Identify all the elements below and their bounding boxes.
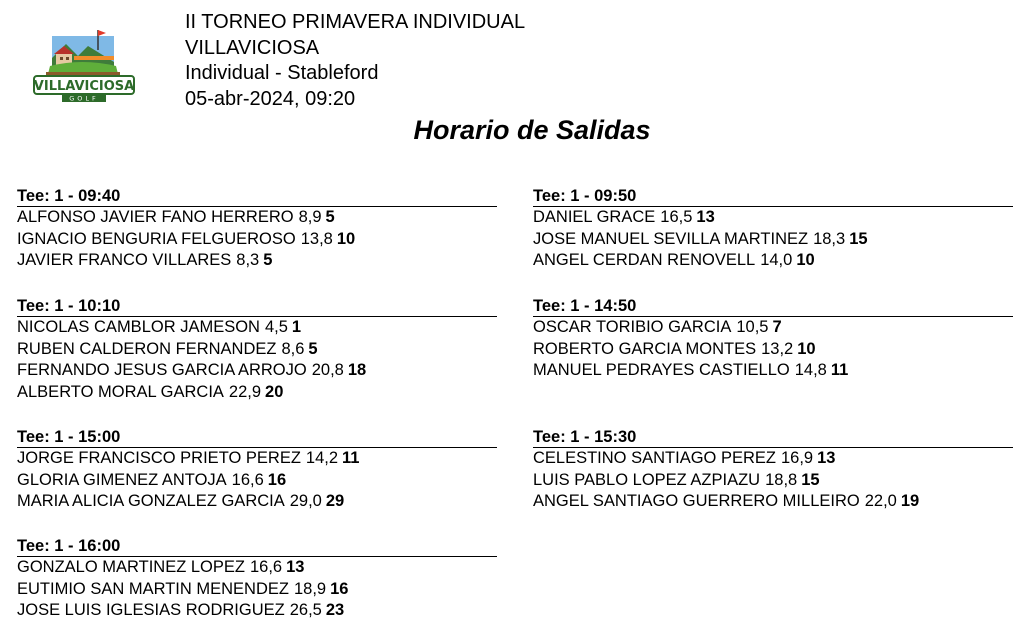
tee-time-header: Tee: 1 - 15:30	[533, 428, 1013, 448]
player-playing-handicap: 16	[267, 470, 287, 489]
tee-group	[533, 428, 1013, 513]
club-name: VILLAVICIOSA	[185, 36, 320, 59]
player-playing-handicap: 18	[347, 361, 367, 379]
player-row	[533, 339, 1013, 361]
player-playing-handicap: 10	[336, 229, 356, 248]
player-row	[17, 317, 497, 339]
player-playing-handicap: 13	[817, 449, 836, 467]
player-handicap: 22,9	[228, 382, 262, 401]
player-handicap: 18,8	[765, 470, 798, 489]
player-name: GONZALO MARTINEZ LOPEZ	[17, 558, 245, 576]
player-handicap: 16,6	[231, 470, 264, 489]
player-playing-handicap: 10	[796, 251, 815, 269]
player-handicap: 16,9	[780, 449, 814, 467]
player-handicap: 10,5	[736, 318, 769, 336]
player-handicap: 18,3	[813, 229, 846, 248]
club-logo	[32, 28, 136, 104]
player-row	[17, 579, 497, 601]
player-row	[533, 360, 1013, 382]
tee-time-header: Tee: 1 - 09:50	[533, 187, 1013, 207]
player-name: OSCAR TORIBIO GARCIA	[533, 318, 732, 336]
player-row	[17, 229, 497, 251]
player-row	[17, 491, 497, 513]
player-name: ROBERTO GARCIA MONTES	[533, 339, 757, 358]
player-playing-handicap: 11	[342, 449, 360, 467]
player-handicap: 29,0	[289, 492, 322, 510]
player-playing-handicap: 23	[325, 601, 345, 619]
player-name: ALFONSO JAVIER FANO HERRERO	[17, 208, 294, 226]
player-name: GLORIA GIMENEZ ANTOJA	[17, 470, 227, 489]
player-handicap: 8,6	[281, 339, 305, 358]
player-name: ALBERTO MORAL GARCIA	[17, 382, 224, 401]
player-name: ANGEL CERDAN RENOVELL	[533, 251, 756, 269]
player-row	[17, 250, 497, 272]
player-row	[17, 207, 497, 229]
player-name: DANIEL GRACE	[533, 208, 656, 226]
player-row	[17, 382, 497, 404]
player-row	[17, 557, 497, 579]
player-playing-handicap: 1	[291, 318, 302, 336]
tee-time-header: Tee: 1 - 09:40	[17, 187, 497, 207]
page-title: Horario de Salidas	[413, 115, 651, 145]
player-name: JOSE LUIS IGLESIAS RODRIGUEZ	[17, 601, 285, 619]
player-name: IGNACIO BENGURIA FELGUEROSO	[17, 229, 296, 248]
player-row	[17, 339, 497, 361]
player-playing-handicap: 15	[849, 229, 868, 248]
player-row	[533, 491, 1013, 513]
player-playing-handicap: 11	[830, 361, 849, 379]
player-handicap: 18,9	[293, 579, 327, 598]
player-handicap: 16,6	[249, 558, 283, 576]
player-handicap: 13,2	[761, 339, 794, 358]
player-playing-handicap: 5	[263, 251, 273, 269]
tournament-name: II TORNEO PRIMAVERA INDIVIDUAL	[185, 11, 526, 33]
player-playing-handicap: 13	[286, 558, 305, 576]
player-playing-handicap: 29	[325, 492, 345, 510]
tee-time-header: Tee: 1 - 14:50	[533, 297, 1013, 317]
tee-time-header: Tee: 1 - 15:00	[17, 428, 497, 448]
player-row	[533, 470, 1013, 492]
player-name: EUTIMIO SAN MARTIN MENENDEZ	[17, 579, 289, 598]
player-handicap: 26,5	[289, 601, 322, 619]
player-handicap: 8,9	[298, 208, 322, 226]
player-playing-handicap: 19	[900, 492, 920, 510]
player-row	[533, 229, 1013, 251]
player-handicap: 14,2	[305, 449, 339, 467]
tee-group	[17, 297, 497, 403]
player-playing-handicap: 13	[696, 208, 715, 226]
player-handicap: 13,8	[300, 229, 333, 248]
player-playing-handicap: 10	[797, 339, 816, 358]
player-playing-handicap: 20	[265, 382, 284, 401]
tournament-header	[185, 10, 525, 112]
player-row	[533, 317, 1013, 339]
player-name: FERNANDO JESUS GARCIA ARROJO	[17, 361, 307, 379]
player-name: JOSE MANUEL SEVILLA MARTINEZ	[533, 229, 809, 248]
player-name: MARIA ALICIA GONZALEZ GARCIA	[17, 492, 285, 510]
player-playing-handicap: 7	[772, 318, 782, 336]
player-row	[17, 448, 497, 470]
tee-time-header: Tee: 1 - 10:10	[17, 297, 497, 317]
print-datetime: 05-abr-2024, 09:20	[185, 87, 356, 110]
player-name: ANGEL SANTIAGO GUERRERO MILLEIRO	[533, 492, 860, 510]
competition-format: Individual - Stableford	[185, 62, 379, 85]
player-name: RUBEN CALDERON FERNANDEZ	[17, 339, 277, 358]
player-handicap: 14,0	[760, 251, 793, 269]
player-playing-handicap: 5	[325, 208, 335, 226]
player-name: MANUEL PEDRAYES CASTIELLO	[533, 361, 790, 379]
player-playing-handicap: 16	[330, 579, 349, 598]
player-name: JAVIER FRANCO VILLARES	[17, 251, 232, 269]
player-name: LUIS PABLO LOPEZ AZPIAZU	[533, 470, 761, 489]
player-name: JORGE FRANCISCO PRIETO PEREZ	[17, 449, 301, 467]
player-handicap: 4,5	[264, 318, 288, 336]
player-handicap: 14,8	[794, 361, 827, 379]
player-row	[17, 360, 497, 382]
player-handicap: 8,3	[236, 251, 260, 269]
player-name: CELESTINO SANTIAGO PEREZ	[533, 449, 776, 467]
tee-group	[533, 187, 1013, 272]
tee-group	[17, 428, 497, 513]
player-name: NICOLAS CAMBLOR JAMESON	[17, 318, 260, 336]
logo-text: VILLAVICIOSA	[33, 79, 135, 94]
tee-group	[17, 537, 497, 622]
player-handicap: 16,5	[660, 208, 693, 226]
player-row	[533, 448, 1013, 470]
player-playing-handicap: 5	[308, 339, 318, 358]
tee-time-header: Tee: 1 - 16:00	[17, 537, 497, 557]
player-handicap: 22,0	[864, 492, 897, 510]
player-row	[17, 600, 497, 622]
player-row	[17, 470, 497, 492]
tee-group	[17, 187, 497, 272]
player-handicap: 20,8	[311, 361, 344, 379]
player-row	[533, 207, 1013, 229]
player-row	[533, 250, 1013, 272]
player-playing-handicap: 15	[801, 470, 820, 489]
tee-group	[533, 297, 1013, 382]
logo-subtext: GOLF	[69, 94, 99, 103]
